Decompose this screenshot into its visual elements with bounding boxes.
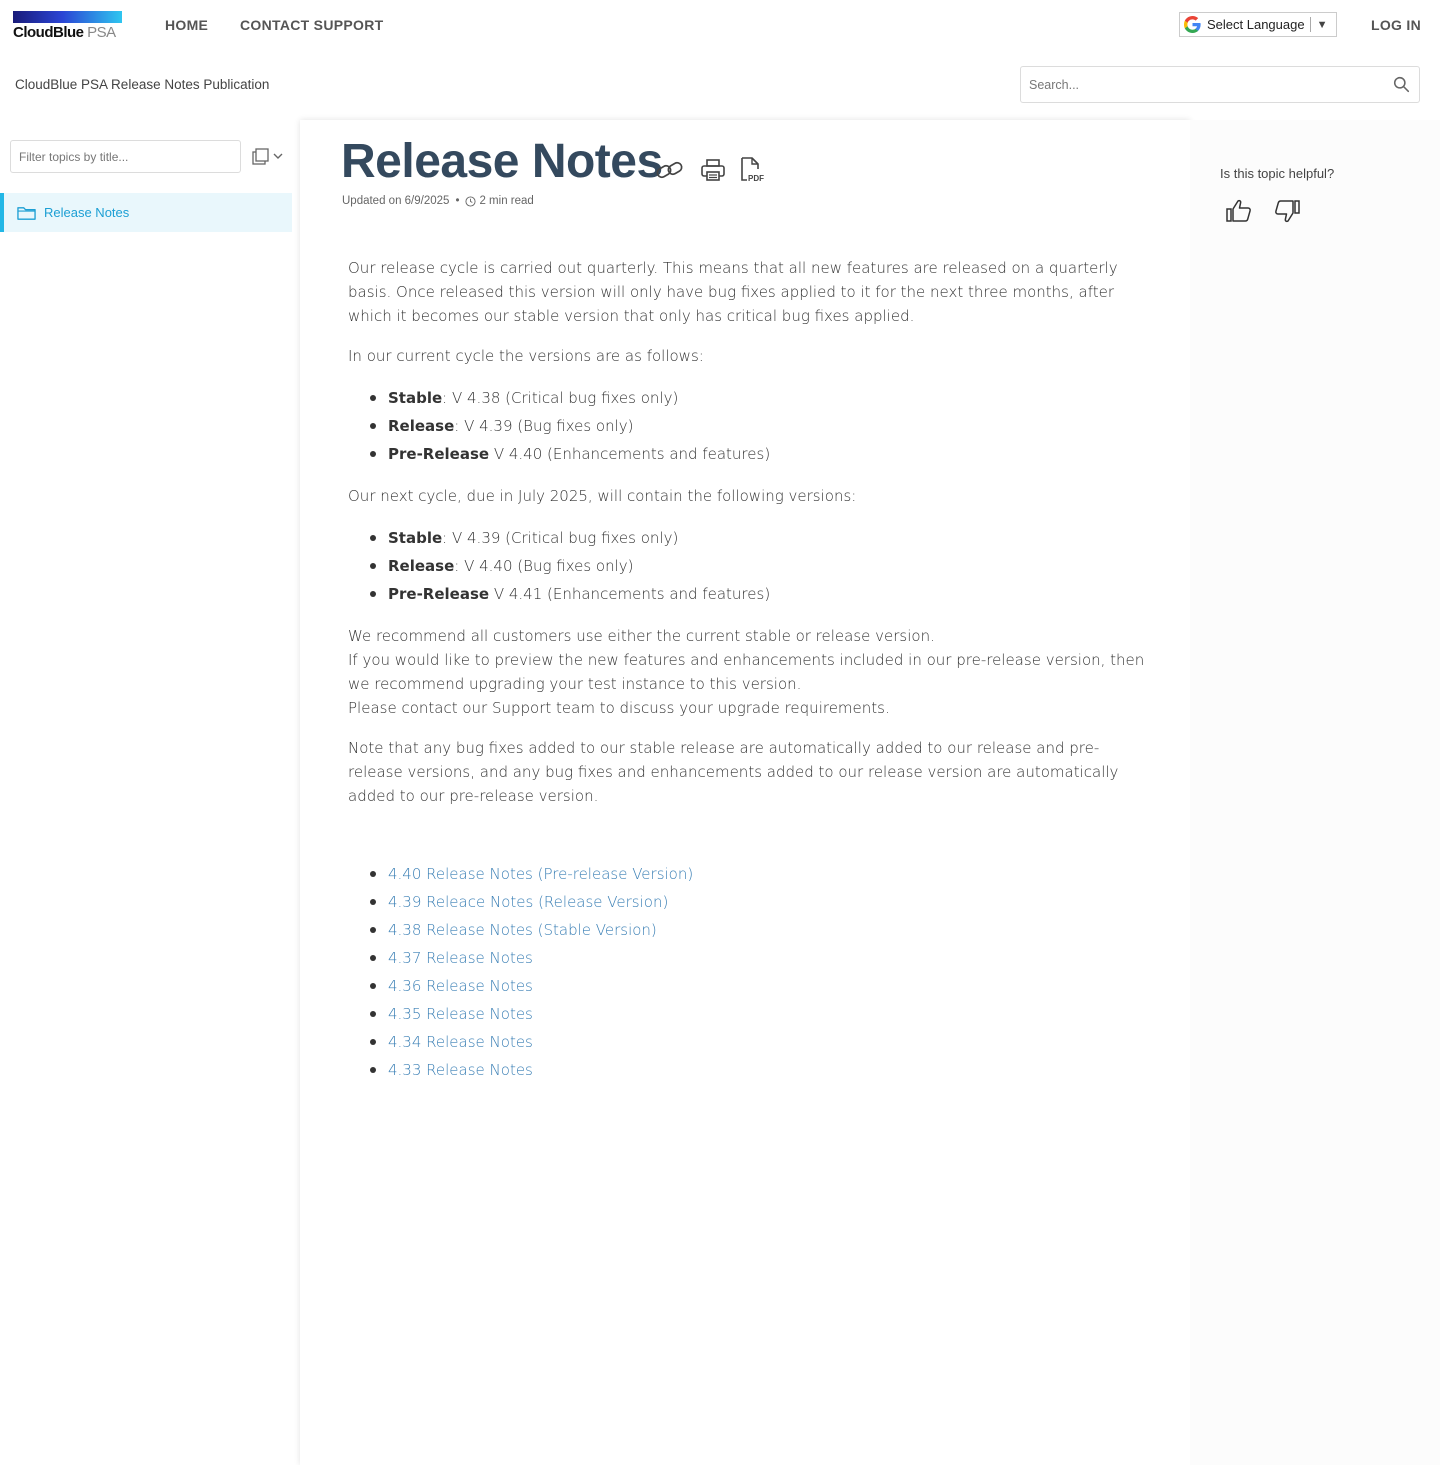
list-item bbox=[348, 552, 1148, 580]
svg-text:PDF: PDF bbox=[748, 174, 764, 183]
list-item bbox=[348, 524, 1148, 552]
page-title: Release Notes bbox=[341, 135, 663, 188]
version-label: Stable bbox=[388, 389, 443, 407]
link-icon[interactable] bbox=[655, 158, 685, 182]
version-label: Pre-Release bbox=[388, 585, 490, 603]
login-link[interactable]: LOG IN bbox=[1371, 17, 1422, 33]
version-separator: : bbox=[442, 529, 448, 547]
note-paragraph: Note that any bug fixes added to our stable release are automatically added to our release and pre-release versions, and any bug fixes and enhancements added to our release version are automatically added to our pre-release version. bbox=[348, 739, 1119, 805]
logo-gradient-bar bbox=[13, 11, 122, 23]
current-cycle-list bbox=[348, 384, 1148, 468]
nav-home-link[interactable]: HOME bbox=[165, 17, 209, 33]
recommendation-paragraph bbox=[348, 624, 1148, 720]
list-item bbox=[348, 580, 1148, 608]
list-item bbox=[348, 860, 1148, 888]
search-box bbox=[1020, 66, 1420, 103]
list-item bbox=[348, 440, 1148, 468]
publication-title[interactable]: CloudBlue PSA Release Notes Publication bbox=[15, 77, 270, 92]
recommend-line-1: We recommend all customers use either the current stable or release version. bbox=[348, 627, 935, 645]
release-link-4-33[interactable]: 4.33 Release Notes bbox=[388, 1061, 533, 1079]
list-item bbox=[348, 972, 1148, 1000]
sidebar-item-label: Release Notes bbox=[44, 205, 130, 220]
list-item bbox=[348, 412, 1148, 440]
article bbox=[300, 120, 1190, 1465]
cloudblue-logo[interactable] bbox=[13, 11, 122, 41]
intro-paragraph: Our release cycle is carried out quarterly. This means that all new features are released on a quarterly basis. Once released this version will only have bug fixes applied to it for the next three months, after which it becomes our stable version that only has critical bug fixes applied. bbox=[348, 259, 1118, 325]
release-notes-links bbox=[348, 860, 1148, 1084]
list-item bbox=[348, 1028, 1148, 1056]
release-link-4-39[interactable]: 4.39 Releace Notes (Release Version) bbox=[388, 893, 669, 911]
release-link-4-37[interactable]: 4.37 Release Notes bbox=[388, 949, 533, 967]
clock-icon bbox=[465, 196, 476, 207]
current-cycle-heading: In our current cycle the versions are as follows: bbox=[348, 347, 704, 365]
version-label: Pre-Release bbox=[388, 445, 490, 463]
list-item bbox=[348, 1056, 1148, 1084]
article-body bbox=[348, 256, 1148, 1100]
search-input[interactable] bbox=[1029, 67, 1379, 102]
nav-contact-support-link[interactable]: CONTACT SUPPORT bbox=[240, 17, 384, 33]
logo-suffix: PSA bbox=[87, 24, 116, 41]
recommend-line-2: If you would like to preview the new features and enhancements included in our pre-release version, then we recommend upgrading your test instance to this version. bbox=[348, 651, 1145, 693]
thumbs-down-icon[interactable] bbox=[1272, 196, 1302, 226]
meta-separator: • bbox=[455, 195, 460, 207]
recommend-line-3: Please contact our Support team to discuss your upgrade requirements. bbox=[348, 699, 890, 717]
version-label: Stable bbox=[388, 529, 443, 547]
collapse-all-button[interactable] bbox=[250, 147, 286, 167]
next-cycle-list bbox=[348, 524, 1148, 608]
list-item bbox=[348, 916, 1148, 944]
logo-text bbox=[13, 24, 116, 41]
version-separator: : bbox=[442, 389, 448, 407]
language-select-divider bbox=[1310, 17, 1311, 32]
version-text: V 4.39 (Critical bug fixes only) bbox=[447, 529, 679, 547]
filter-box bbox=[10, 140, 241, 173]
subheader bbox=[0, 50, 1440, 120]
google-icon bbox=[1184, 16, 1201, 33]
list-item bbox=[348, 384, 1148, 412]
language-select-label: Select Language bbox=[1207, 17, 1305, 32]
list-item bbox=[348, 1000, 1148, 1028]
filter-topics-input[interactable] bbox=[11, 141, 240, 172]
article-meta bbox=[342, 195, 534, 207]
release-link-4-35[interactable]: 4.35 Release Notes bbox=[388, 1005, 533, 1023]
next-cycle-heading: Our next cycle, due in July 2025, will contain the following versions: bbox=[348, 487, 857, 505]
version-label: Release bbox=[388, 417, 455, 435]
version-label: Release bbox=[388, 557, 455, 575]
language-select[interactable] bbox=[1179, 12, 1337, 37]
release-link-4-34[interactable]: 4.34 Release Notes bbox=[388, 1033, 533, 1051]
release-link-4-36[interactable]: 4.36 Release Notes bbox=[388, 977, 533, 995]
version-separator: : bbox=[454, 557, 460, 575]
top-navigation-bar bbox=[0, 0, 1440, 50]
left-sidebar bbox=[0, 120, 300, 1080]
thumbs-up-icon[interactable] bbox=[1224, 196, 1254, 226]
print-icon[interactable] bbox=[700, 157, 726, 183]
read-time: 2 min read bbox=[479, 195, 534, 207]
search-icon[interactable] bbox=[1393, 76, 1410, 93]
logo-main: CloudBlue bbox=[13, 24, 84, 41]
release-link-4-40[interactable]: 4.40 Release Notes (Pre-release Version) bbox=[388, 865, 694, 883]
version-text: V 4.40 (Bug fixes only) bbox=[459, 557, 634, 575]
pdf-icon[interactable] bbox=[739, 156, 767, 184]
version-text: V 4.38 (Critical bug fixes only) bbox=[447, 389, 679, 407]
version-text: V 4.40 (Enhancements and features) bbox=[489, 445, 771, 463]
list-item bbox=[348, 888, 1148, 916]
copy-collapse-icon bbox=[250, 147, 286, 167]
folder-icon bbox=[17, 205, 36, 221]
version-text: V 4.39 (Bug fixes only) bbox=[459, 417, 634, 435]
dropdown-arrow-icon: ▼ bbox=[1316, 18, 1328, 31]
list-item bbox=[348, 944, 1148, 972]
updated-date: Updated on 6/9/2025 bbox=[342, 195, 450, 207]
sidebar-item-release-notes[interactable] bbox=[0, 193, 292, 232]
right-rail bbox=[1190, 120, 1440, 1465]
version-text: V 4.41 (Enhancements and features) bbox=[489, 585, 771, 603]
helpful-label: Is this topic helpful? bbox=[1220, 166, 1335, 181]
release-link-4-38[interactable]: 4.38 Release Notes (Stable Version) bbox=[388, 921, 657, 939]
version-separator: : bbox=[454, 417, 460, 435]
